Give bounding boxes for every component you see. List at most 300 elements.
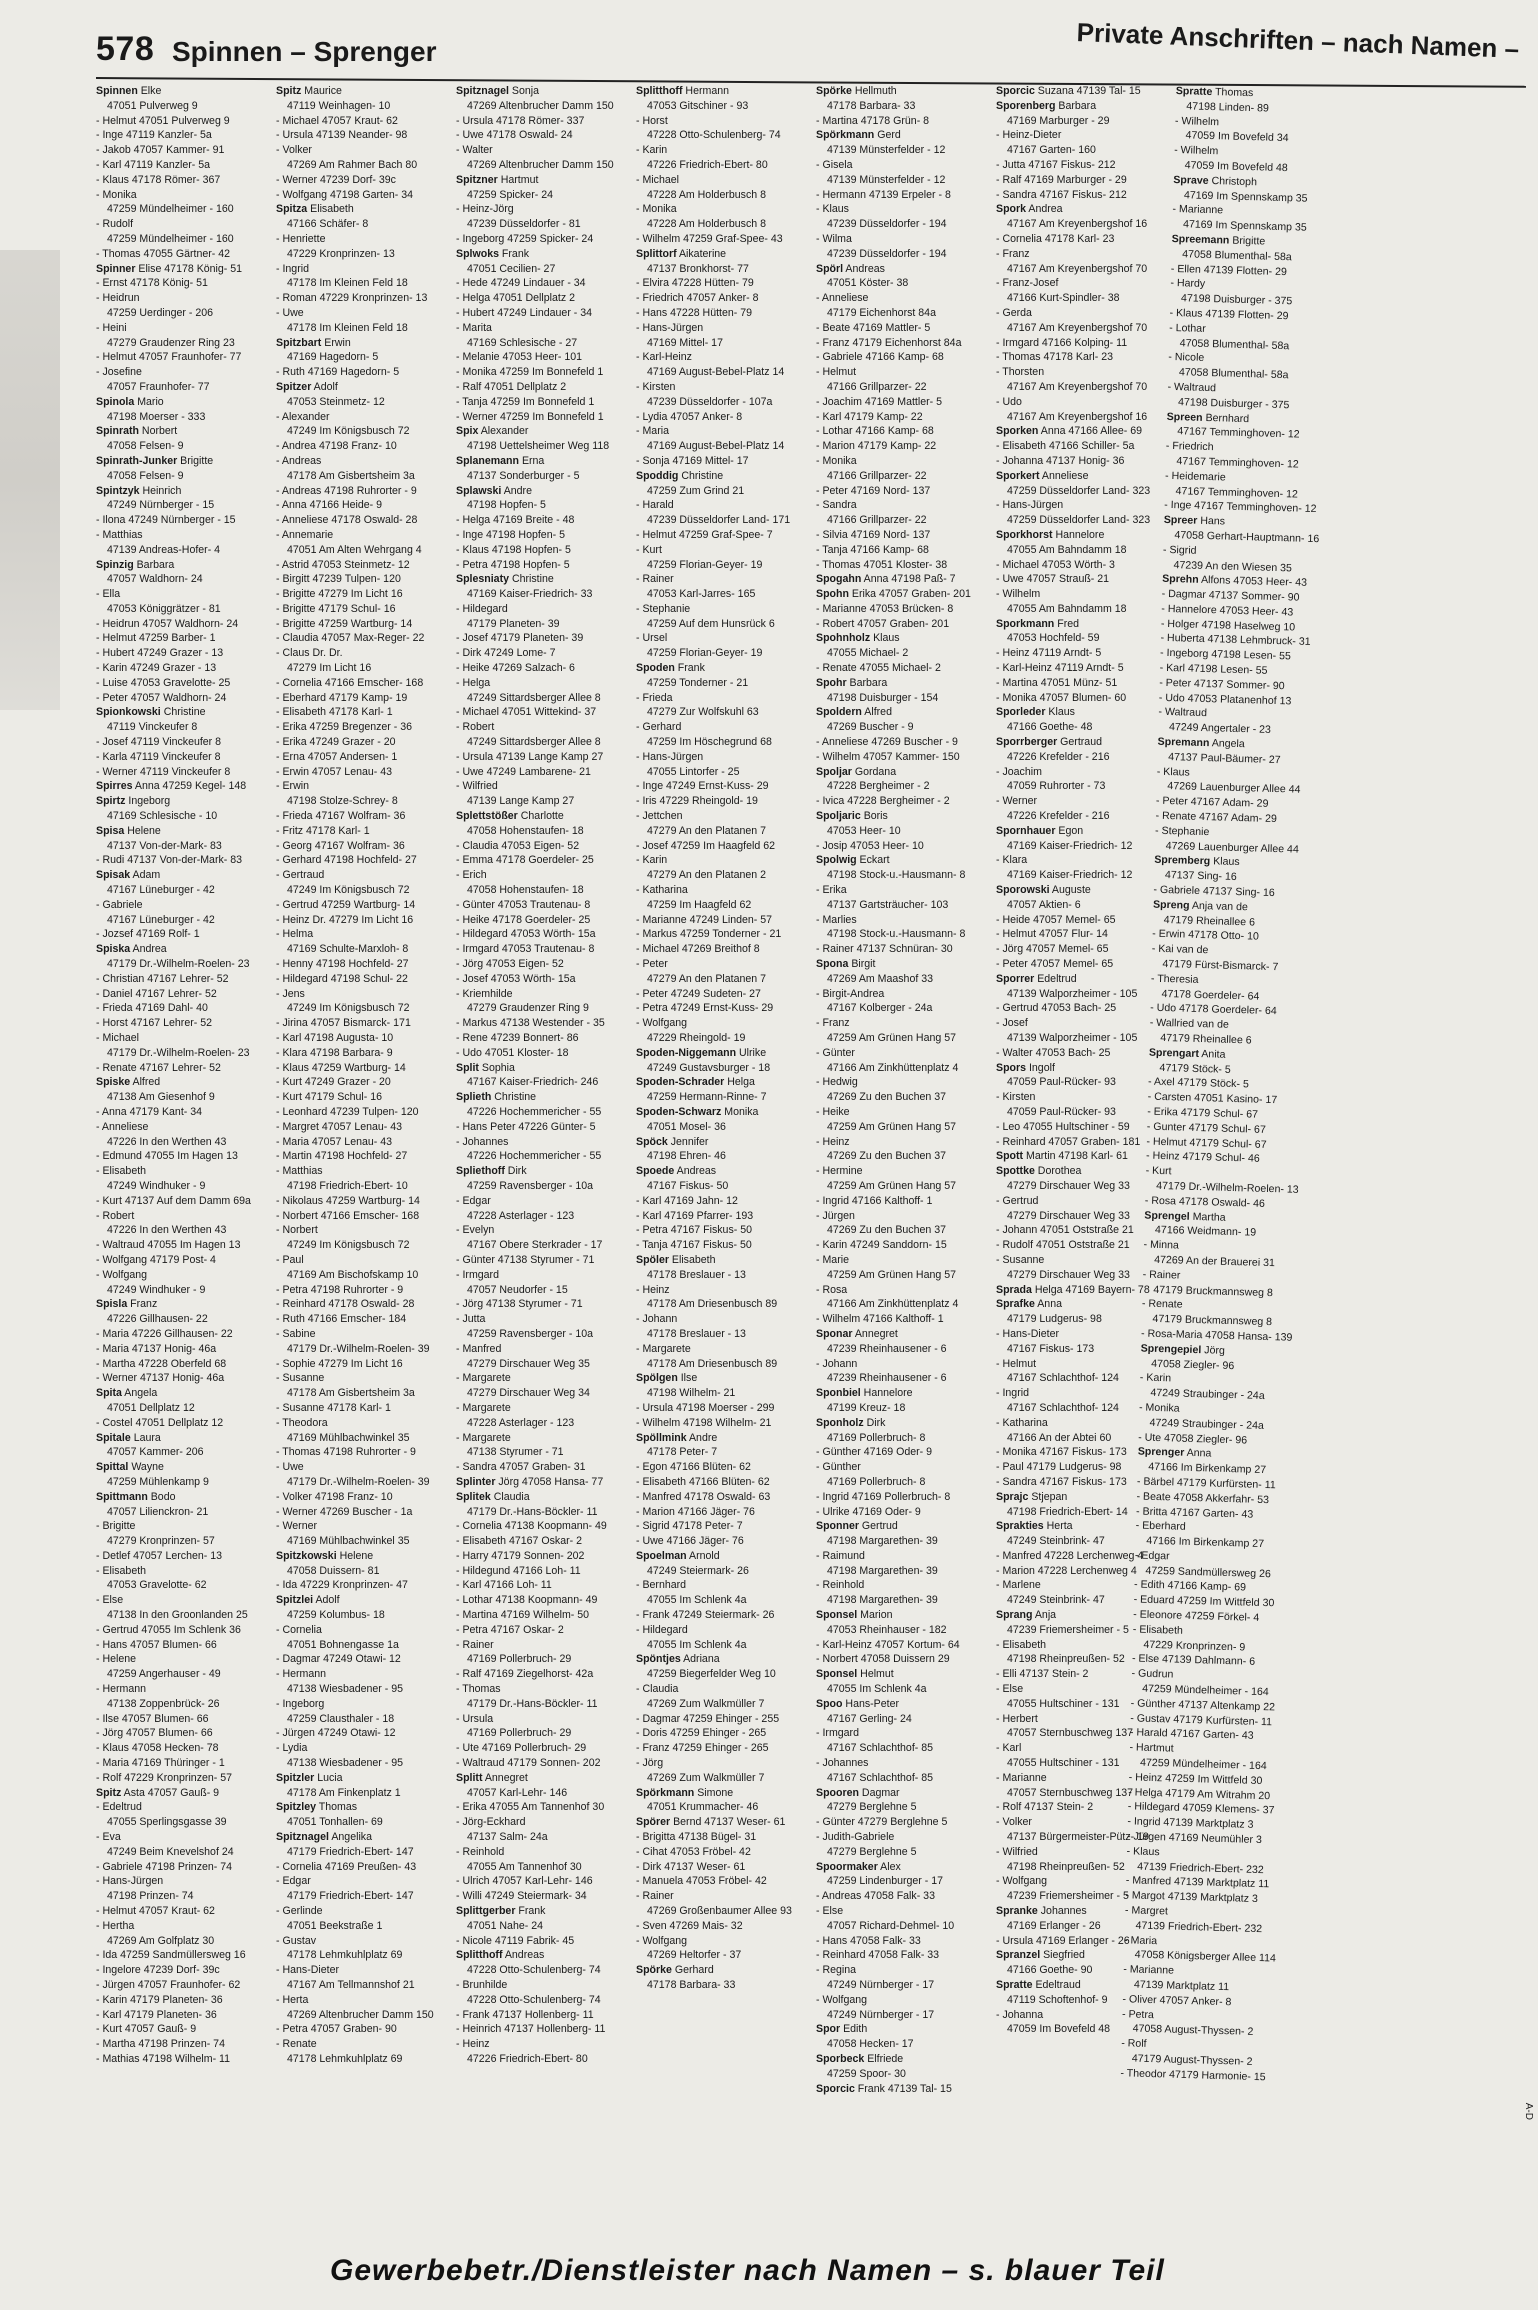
address-line: 47178 Goerdeler- 64 [1161, 987, 1260, 1003]
surname-entry [276, 336, 450, 351]
person-entry: - Ursula 47139 Neander- 98 [276, 129, 408, 142]
surname-entry [816, 765, 990, 780]
surname-entry [996, 202, 1170, 217]
person-entry: - Brigitte [96, 1520, 136, 1533]
address-line: 47269 Altenbrucher Damm 150 [287, 2008, 434, 2021]
address-line: 47228 Bergheimer - 2 [827, 780, 930, 793]
surname: Spoede [636, 1165, 675, 1178]
person-entry: - Monika [1138, 1401, 1180, 1415]
address-line: 47167 Am Tellmannshof 21 [287, 1979, 415, 1991]
person-entry: - Cornelia 47169 Preußen- 43 [276, 1860, 417, 1873]
surname-entry [276, 1593, 450, 1608]
person-entry: - Günther [816, 1461, 861, 1474]
address-line: 47228 Asterlager - 123 [467, 1416, 575, 1429]
surname-entry [636, 1963, 810, 1978]
person-entry: - Gustav [276, 1934, 317, 1947]
address-line: 47169 Erlanger - 26 [1007, 1919, 1101, 1932]
person-entry: - Edeltrud [96, 1801, 142, 1814]
directory-column [456, 84, 630, 2244]
person-entry: - Günter 47053 Trautenau- 8 [456, 898, 591, 911]
surname-entry [96, 1075, 270, 1090]
person-entry: - Ingelore 47239 Dorf- 39c [96, 1964, 220, 1977]
surname: Sponsel [816, 1609, 858, 1622]
person-entry: - Markus 47259 Tonderner - 21 [636, 928, 782, 941]
surname-entry [636, 1135, 810, 1150]
address-line: 47055 Sperlingsgasse 39 [107, 1816, 227, 1829]
surname: Spörkmann [816, 129, 875, 142]
surname: Sporbeck [816, 2052, 865, 2065]
surname: Spörke [816, 85, 852, 97]
surname-entry [456, 1948, 630, 1963]
entry-detail: Sophia [478, 1061, 515, 1074]
surname-entry [96, 1386, 270, 1401]
person-entry: - Robert 47057 Graben- 201 [816, 617, 950, 630]
person-entry: - Emma 47178 Goerdeler- 25 [456, 854, 594, 867]
person-entry: - Ulrich 47057 Karl-Lehr- 146 [456, 1875, 593, 1888]
page-footer: Gewerbebetr./Dienstleister nach Namen – s. blauer Teil [330, 2254, 1165, 2287]
page-edge-shading [0, 250, 60, 710]
address-line: 47259 Mündelheimer - 160 [107, 203, 234, 216]
surname-entry [816, 1860, 990, 1875]
address-line: 47178 Barbara- 33 [827, 99, 916, 112]
person-entry: - Rosa 47178 Oswald- 46 [1144, 1194, 1266, 1210]
person-entry: - Roman 47229 Kronprinzen- 13 [276, 292, 428, 305]
surname-entry [816, 1416, 990, 1431]
person-entry: - Gerhard [636, 721, 682, 734]
address-line: 47167 Temminghoven- 12 [1177, 425, 1300, 441]
person-entry: - Ingrid [276, 262, 309, 275]
address-line: 47057 Richard-Dehmel- 10 [827, 1919, 955, 1932]
address-line: 47167 Temminghoven- 12 [1176, 455, 1299, 471]
person-entry: - Helmut 47057 Kraut- 62 [96, 1905, 215, 1918]
address-line: 47169 Schlesische - 10 [107, 810, 218, 823]
person-entry: - Tanja 47167 Fiskus- 50 [636, 1239, 752, 1252]
entry-detail: Alex [877, 1860, 901, 1873]
person-entry: - Hildegard 47059 Klemens- 37 [1127, 1800, 1275, 1817]
person-entry: - Volker [996, 1816, 1032, 1829]
person-entry: - Karin 47249 Grazer - 13 [96, 662, 217, 675]
entry-detail: Hannelore [1052, 528, 1105, 541]
entry-detail: Hermann [682, 85, 729, 97]
surname: Splitthoff [636, 85, 683, 97]
person-entry: - Maria 47169 Thüringer - 1 [96, 1757, 225, 1770]
person-entry: - Hardy [1170, 277, 1206, 291]
address-line: 47167 Fiskus- 173 [1007, 1342, 1095, 1355]
address-line: 47226 Friedrich-Ebert- 80 [467, 2052, 588, 2065]
address-line: 47239 Düsseldorfer Land- 171 [647, 514, 791, 527]
address-line: 47269 Zum Walkmüller 7 [647, 1697, 765, 1710]
surname-entry [816, 2052, 990, 2067]
person-entry: - Marianne 47249 Linden- 57 [636, 913, 773, 926]
person-entry: - Margot 47139 Marktplatz 3 [1125, 1889, 1259, 1906]
surname: Sprave [1173, 173, 1209, 187]
surname-entry [636, 1253, 810, 1268]
person-entry: - Sophie 47279 Im Licht 16 [276, 1357, 403, 1370]
surname: Spoelman [636, 1549, 687, 1562]
surname-entry [456, 1490, 630, 1505]
address-line: 47138 Wiesbadener - 95 [287, 1757, 404, 1770]
address-line: 47269 Heltorfer - 37 [647, 1949, 742, 1962]
person-entry: - Gertrud [996, 1194, 1039, 1207]
entry-detail: Auguste [1049, 884, 1091, 897]
address-line: 47259 Spicker- 24 [467, 188, 553, 201]
person-entry: - Helmut 47051 Pulverweg 9 [96, 114, 230, 127]
address-line: 47228 Am Holderbusch 8 [647, 218, 766, 231]
surname: Spitzlei [276, 1594, 314, 1607]
person-entry: - Karl 47198 Lesen- 55 [1159, 661, 1268, 677]
person-entry: - Frieda 47167 Wolfram- 36 [276, 810, 406, 823]
address-line: 47179 Friedrich-Ebert- 147 [287, 1890, 414, 1903]
entry-detail: Thomas [316, 1801, 358, 1814]
entry-detail: Claudia [490, 1490, 530, 1503]
entry-detail: Klaus [1210, 855, 1240, 869]
surname: Spoden-Schwarz [636, 1105, 722, 1118]
address-line: 47259 Florian-Geyer- 19 [647, 647, 763, 660]
address-line: 47198 Friedrich-Ebert- 10 [287, 1179, 408, 1192]
person-entry: - Cornelia [276, 1623, 322, 1636]
surname: Spottke [996, 1165, 1035, 1178]
person-entry: - Norbert [276, 1224, 318, 1237]
surname-entry [996, 1149, 1170, 1164]
surname-entry [96, 1786, 270, 1801]
surname-entry [996, 735, 1170, 750]
surname: Spoormaker [816, 1860, 878, 1873]
person-entry: - Leo 47055 Hultschiner - 59 [996, 1120, 1130, 1133]
person-entry: - Herta [276, 1993, 309, 2006]
surname: Spirtz [96, 795, 126, 808]
person-entry: - Britta 47167 Garten- 43 [1135, 1504, 1254, 1521]
entry-detail: Erwin [321, 336, 351, 349]
person-entry: - Jakob 47057 Kammer- 91 [96, 144, 225, 157]
surname: Splawski [456, 484, 502, 497]
person-entry: - Helmut 47179 Schul- 67 [1146, 1135, 1267, 1151]
address-line: 47179 Friedrich-Ebert- 147 [287, 1845, 414, 1858]
person-entry: - Margarete [456, 1401, 511, 1414]
surname: Spliethoff [456, 1165, 505, 1178]
person-entry: - Kurt 47057 Gauß- 9 [96, 2023, 197, 2036]
surname-entry [456, 1090, 630, 1105]
address-line: 47228 Am Holderbusch 8 [647, 188, 766, 201]
surname: Sprakties [996, 1520, 1044, 1533]
address-line: 47179 Dr.-Hans-Böckler- 11 [467, 1505, 598, 1518]
person-entry: - Andrea 47198 Franz- 10 [276, 440, 397, 453]
directory-columns [96, 84, 1526, 2244]
person-entry: - Hedwig [816, 1076, 858, 1089]
person-entry: - Karl 47169 Jahn- 12 [636, 1194, 738, 1207]
entry-detail: Hannelore [860, 1387, 913, 1400]
person-entry: - Jens [276, 987, 305, 1000]
person-entry: - Gerda [996, 306, 1032, 319]
person-entry: - Jürgen 47249 Otawi- 12 [276, 1727, 396, 1740]
address-line: 47259 Florian-Geyer- 19 [647, 558, 763, 571]
address-line: 47178 Am Driesenbusch 89 [647, 1357, 778, 1370]
surname-entry [636, 1786, 810, 1801]
address-line: 47058 Felsen- 9 [107, 469, 184, 482]
person-entry: - Rosa [816, 1283, 848, 1296]
address-line: 47226 In den Werthen 43 [107, 1224, 227, 1237]
surname-entry [816, 2022, 990, 2037]
person-entry: - Werner 47137 Honig- 46a [96, 1372, 225, 1385]
surname: Spinnen [96, 85, 138, 97]
person-entry: - Helmut 47057 Flur- 14 [996, 928, 1108, 941]
address-line: 47179 Bruckmannsweg 8 [1152, 1312, 1273, 1329]
entry-detail: Jennifer [667, 1135, 709, 1148]
person-entry: - Josef 47119 Vinckeufer 8 [96, 736, 222, 749]
person-entry: - Heide 47057 Memel- 65 [996, 913, 1116, 926]
surname: Spoden-Niggemann [636, 1046, 737, 1059]
person-entry: - Raimund [816, 1549, 865, 1562]
surname-entry [96, 824, 270, 839]
surname: Spitznagel [276, 1831, 329, 1844]
person-entry: - Marianne 47053 Brücken- 8 [816, 602, 954, 615]
person-entry: - Erika [816, 884, 847, 897]
person-entry: - Ida 47259 Sandmüllersweg 16 [96, 1949, 246, 1962]
entry-detail: Andrea [1026, 203, 1063, 216]
surname: Spiske [96, 1076, 131, 1089]
person-entry: - Heinrich 47137 Hollenberg- 11 [456, 2023, 606, 2036]
person-entry: - Ingrid 47139 Marktplatz 3 [1127, 1815, 1254, 1832]
person-entry: - Hannelore 47053 Heer- 43 [1161, 602, 1294, 619]
surname: Splittorf [636, 247, 677, 260]
address-line: 47269 Lauenburger Allee 44 [1165, 839, 1299, 856]
person-entry: - Paul [276, 1253, 304, 1266]
person-entry: - Claudia [636, 1683, 679, 1696]
person-entry: - Petra 47167 Fiskus- 50 [636, 1224, 752, 1237]
person-entry: - Manfred 47228 Lerchenweg 4 [996, 1549, 1144, 1562]
person-entry: - Heike 47269 Salzach- 6 [456, 662, 575, 675]
address-line: 47259 Am Grünen Hang 57 [827, 1268, 956, 1281]
person-entry: - Tanja 47166 Kamp- 68 [816, 543, 929, 556]
person-entry: - Irmgard [816, 1727, 859, 1740]
address-line: 47178 Breslauer - 13 [647, 1327, 746, 1340]
person-entry: - Eberhard 47179 Kamp- 19 [276, 691, 408, 704]
address-line: 47166 Am Zinkhüttenplatz 4 [827, 1298, 959, 1311]
person-entry: - Heinz-Jörg [456, 203, 514, 216]
entry-detail: Alexander [478, 425, 529, 438]
person-entry: - Frank 47137 Hollenberg- 11 [456, 2008, 594, 2021]
section-title: Private Anschriften – nach Namen – [1076, 17, 1520, 64]
address-line: 47259 Spoor- 30 [827, 2067, 906, 2080]
person-entry: - Josef 47053 Wörth- 15a [456, 972, 576, 985]
person-entry: - Jürgen [816, 1209, 855, 1222]
entry-detail: Norbert [138, 425, 178, 438]
surname-entry [996, 1061, 1170, 1076]
surname-entry [96, 868, 270, 883]
entry-detail: Brigitte [1229, 234, 1266, 248]
surname-entry [996, 469, 1170, 484]
person-entry: - Maria [636, 425, 669, 438]
address-line: 47279 Kronprinzen- 57 [107, 1535, 215, 1548]
address-line: 47226 Krefelder - 216 [1007, 750, 1110, 763]
person-entry: - Sandra 47057 Graben- 31 [456, 1461, 586, 1474]
surname: Sponholz [816, 1416, 864, 1429]
person-entry: - Uwe [276, 306, 304, 319]
entry-detail: Mario [134, 395, 164, 408]
address-line: 47139 Andreas-Hofer- 4 [107, 543, 221, 556]
person-entry: - Edgar [456, 1194, 491, 1207]
address-line: 47259 Ravensberger - 10a [467, 1327, 594, 1340]
person-entry: - Markus 47138 Westender - 35 [456, 1017, 605, 1030]
person-entry: - Karin [636, 854, 668, 867]
address-line: 47166 Goethe- 90 [1007, 1964, 1093, 1977]
person-entry: - Hildegard [636, 1623, 688, 1636]
surname-entry [816, 1519, 990, 1534]
person-entry: - Sigrid 47178 Peter- 7 [636, 1520, 743, 1533]
surname-entry [276, 84, 450, 99]
person-entry: - Michael 47057 Kraut- 62 [276, 114, 398, 127]
person-entry: - Cornelia 47138 Koopmann- 49 [456, 1520, 607, 1533]
surname-entry [96, 424, 270, 439]
person-entry: - Frank 47249 Steiermark- 26 [636, 1609, 775, 1622]
surname: Spitz [96, 1786, 122, 1799]
person-entry: - Wilhelm [1173, 144, 1219, 158]
entry-detail: Dorothea [1034, 1165, 1082, 1178]
person-entry: - Sandra 47167 Fiskus- 173 [996, 1475, 1127, 1488]
person-entry: - Franz [996, 247, 1030, 260]
entry-detail: Elisabeth [668, 1253, 716, 1266]
person-entry: - Matthias [96, 528, 143, 541]
surname: Spita [96, 1387, 122, 1400]
address-line: 47269 Zu den Buchen 37 [827, 1091, 946, 1104]
address-line: 47058 Blumenthal- 58a [1178, 366, 1289, 382]
address-line: 47198 Rheinpreußen- 52 [1007, 1860, 1125, 1873]
address-line: 47259 Angerhauser - 49 [107, 1668, 221, 1681]
surname-entry [816, 587, 990, 602]
person-entry: - Helma [276, 928, 314, 941]
address-line: 47249 Sittardsberger Allee 8 [467, 736, 601, 749]
entry-detail: Anna [1034, 1298, 1062, 1311]
address-line: 47053 Gravelotte- 62 [107, 1579, 207, 1592]
surname-entry [456, 173, 630, 188]
person-entry: - Hans Peter 47226 Günter- 5 [456, 1120, 596, 1133]
person-entry: - Elisabeth [96, 1564, 147, 1577]
person-entry: - Anneliese 47269 Buscher - 9 [816, 736, 958, 749]
address-line: 47259 Am Grünen Hang 57 [827, 1120, 956, 1133]
surname-entry [816, 1608, 990, 1623]
address-line: 47198 Margarethen- 39 [827, 1564, 938, 1577]
person-entry: - Reinhold [456, 1845, 505, 1858]
person-entry: - Peter 47057 Waldhorn- 24 [96, 691, 227, 704]
address-line: 47179 Fürst-Bismarck- 7 [1162, 957, 1279, 974]
person-entry: - Anneliese [96, 1120, 149, 1133]
address-line: 47198 Linden- 89 [1186, 100, 1270, 115]
surname-entry [456, 1771, 630, 1786]
surname: Sporowski [996, 884, 1050, 897]
surname: Splettstößer [456, 810, 518, 823]
address-line: 47279 Dirschauer Weg 33 [1007, 1268, 1130, 1281]
person-entry: - Udo 47178 Goerdeler- 64 [1150, 1002, 1277, 1018]
entry-detail: Gertrud [858, 1520, 898, 1533]
surname: Sporkhorst [996, 528, 1053, 541]
surname: Spoo [816, 1697, 843, 1710]
person-entry: - Annemarie [276, 528, 334, 541]
person-entry: - Maria 47226 Gillhausen- 22 [96, 1327, 233, 1340]
address-line: 47179 Rheinallee 6 [1160, 1031, 1252, 1047]
person-entry: - Maria [1123, 1933, 1158, 1947]
person-entry: - Ute 47058 Ziegler- 96 [1138, 1430, 1248, 1447]
person-entry: - Wolfgang [636, 1017, 688, 1030]
person-entry: - Gunter 47179 Schul- 67 [1146, 1120, 1266, 1136]
person-entry: - Margarete [456, 1431, 511, 1444]
entry-detail: Christine [509, 573, 554, 586]
person-entry: - Kurt 47137 Auf dem Damm 69a [96, 1194, 251, 1207]
person-entry: - Petra 47198 Ruhrorter - 9 [276, 1283, 404, 1296]
address-line: 47057 Sternbuschweg 137 [1007, 1786, 1134, 1799]
person-entry: - Evelyn [456, 1224, 495, 1237]
surname-entry [816, 1327, 990, 1342]
surname: Sprang [996, 1609, 1033, 1622]
address-line: 47198 Ehren- 46 [647, 1150, 726, 1163]
person-entry: - Günter 47138 Styrumer - 71 [456, 1253, 595, 1266]
entry-detail: Klaus [870, 632, 900, 645]
entry-detail: Elisabeth [307, 203, 354, 216]
surname: Sprada [996, 1283, 1032, 1296]
address-line: 47269 An der Brauerei 31 [1153, 1253, 1276, 1270]
address-line: 47259 Biegerfelder Weg 10 [647, 1668, 776, 1681]
person-entry: - Wilhelm 47259 Graf-Spee- 43 [636, 232, 783, 245]
address-line: 47057 Neudorfer - 15 [467, 1283, 568, 1296]
person-entry: - Anneliese [816, 292, 869, 305]
address-line: 47239 Düsseldorfer - 194 [827, 218, 947, 231]
surname-entry [996, 424, 1170, 439]
surname: Spittal [96, 1461, 129, 1474]
surname: Spintzyk [96, 484, 140, 497]
address-line: 47228 Otto-Schulenberg- 74 [467, 1993, 601, 2006]
entry-detail: Eckart [856, 854, 890, 867]
address-line: 47178 Lehmkuhlplatz 69 [287, 2052, 403, 2065]
address-line: 47259 Im Haagfeld 62 [647, 898, 752, 911]
person-entry: - Wilfried [996, 1845, 1038, 1858]
surname: Spitzler [276, 1771, 315, 1784]
person-entry: - Josef [996, 1017, 1028, 1030]
address-line: 47138 Am Giesenhof 9 [107, 1091, 215, 1104]
person-entry: - Edmund 47055 Im Hagen 13 [96, 1150, 238, 1163]
address-line: 47269 Großenbaumer Allee 93 [647, 1905, 792, 1918]
person-entry: - Elisabeth [996, 1638, 1047, 1651]
person-entry: - Peter 47057 Memel- 65 [996, 958, 1114, 971]
address-line: 47051 Krummacher- 46 [647, 1801, 759, 1814]
address-line: 47259 Lindenburger - 17 [827, 1875, 944, 1888]
entry-detail: Anna 47166 Allee- 69 [1038, 425, 1143, 438]
address-line: 47259 Ravensberger - 10a [467, 1179, 594, 1192]
surname: Spork [996, 203, 1027, 216]
address-line: 47055 Im Schlenk 4a [827, 1683, 927, 1696]
person-entry: - Lothar 47166 Kamp- 68 [816, 425, 934, 438]
surname: Spranke [996, 1905, 1038, 1918]
address-line: 47139 Münsterfelder - 12 [827, 173, 946, 186]
person-entry: - Walter 47053 Bach- 25 [996, 1046, 1111, 1059]
entry-detail: Bernd 47137 Weser- 61 [670, 1816, 786, 1829]
entry-detail: Ulrike [736, 1046, 767, 1059]
person-entry: - Klaus 47178 Römer- 367 [96, 173, 221, 186]
person-entry: - Eva [96, 1831, 121, 1844]
address-line: 47269 Am Rahmer Bach 80 [287, 158, 418, 171]
address-line: 47179 Dr.-Wilhelm-Roelen- 23 [107, 958, 250, 971]
surname-entry [456, 424, 630, 439]
person-entry: - Gerlinde [276, 1905, 323, 1918]
surname-entry [276, 1830, 450, 1845]
address-line: 47051 Köster- 38 [827, 277, 909, 290]
address-line: 47178 Am Driesenbusch 89 [647, 1298, 778, 1311]
address-line: 47198 Stolze-Schrey- 8 [287, 795, 398, 808]
surname: Spremberg [1154, 854, 1211, 868]
surname: Sprengel [1144, 1209, 1190, 1223]
address-line: 47167 Temminghoven- 12 [1175, 484, 1299, 501]
person-entry: - Klara [996, 854, 1028, 867]
address-line: 47249 Im Königsbusch 72 [287, 1002, 410, 1015]
address-line: 47249 Straubinger - 24a [1150, 1386, 1265, 1403]
person-entry: - Minna [1143, 1238, 1180, 1252]
